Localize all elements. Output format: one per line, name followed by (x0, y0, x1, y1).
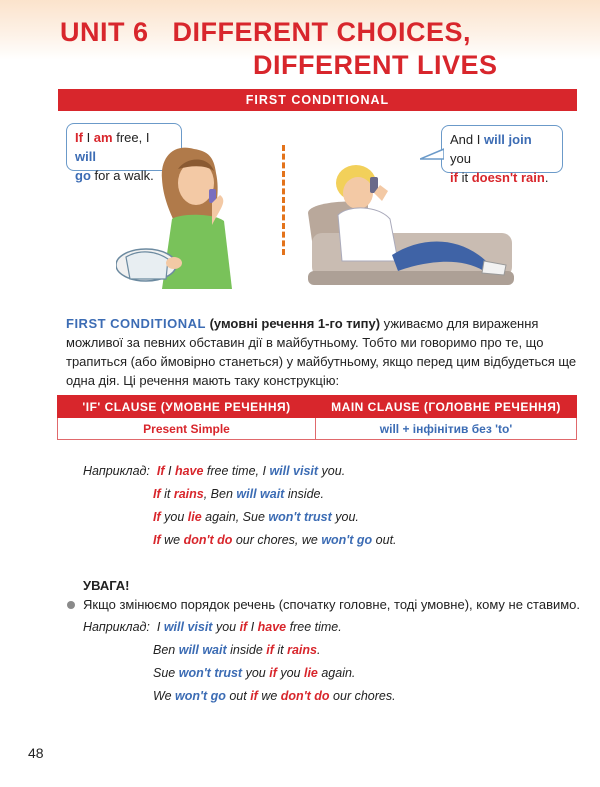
example-label: Наприклад: (83, 464, 150, 478)
bubble-word: And I (450, 132, 484, 147)
bubble-word: will join (483, 132, 532, 147)
intro-text: уживаємо для вираження можливої за певних обставин дії в майбутньому. Тобто ми говоримо про те, що трапиться (або ймовірно станеться) у майбутньому, якщо перед цим відбудеться ще одна дія. Ці речення мають таку конструкцію: (66, 316, 577, 388)
bubble-word: I (82, 130, 94, 145)
example-line (153, 510, 359, 524)
page-number: 48 (28, 745, 44, 761)
ex-part: our chores, we (232, 533, 322, 547)
ex-part: If (153, 487, 161, 501)
scene-divider (282, 145, 285, 255)
ex-part: If (153, 533, 161, 547)
example-line (153, 689, 396, 703)
warning-title: УВАГА! (83, 578, 130, 593)
unit-title-line1: DIFFERENT CHOICES, (172, 17, 472, 47)
ex-part: inside (226, 643, 267, 657)
table-row (58, 418, 577, 440)
intro-paragraph (66, 314, 578, 390)
ex-part: you. (331, 510, 359, 524)
ex-part: you (276, 666, 304, 680)
ex-part: , Ben (203, 487, 237, 501)
ex-part: have (174, 464, 204, 478)
bubble-word: If (75, 130, 83, 145)
bubble-word: will (75, 149, 96, 164)
ex-part: our chores. (329, 689, 396, 703)
ex-part: Ben (153, 643, 179, 657)
ex-part: will visit (269, 464, 319, 478)
example-line (153, 487, 324, 501)
ex-part: we (257, 689, 281, 703)
ex-part: don't do (280, 689, 330, 703)
ex-part: it (273, 643, 288, 657)
bubble-word: it (457, 170, 472, 185)
ex-part: rains (287, 643, 317, 657)
ex-part: free time, I (203, 464, 270, 478)
ex-part: won't trust (178, 666, 243, 680)
unit-title (60, 16, 498, 82)
ex-part: I (164, 464, 175, 478)
bubble-word: go (75, 168, 91, 183)
ex-part: lie (303, 666, 318, 680)
bullet-icon (67, 601, 75, 609)
ex-part: if (239, 620, 248, 634)
ex-part: again. (317, 666, 356, 680)
example-line (83, 464, 345, 478)
ex-part: if (266, 643, 274, 657)
ex-part: you (212, 620, 240, 634)
example-line (83, 620, 342, 634)
ex-part: will wait (178, 643, 227, 657)
bubble-word: for a walk. (90, 168, 154, 183)
example-line (153, 666, 355, 680)
ex-part: we (160, 533, 184, 547)
table-header-if-clause: 'IF' CLAUSE (УМОВНЕ РЕЧЕННЯ) (58, 396, 316, 418)
ex-part: it (160, 487, 174, 501)
ex-part: I (247, 620, 258, 634)
ex-part: If (153, 510, 161, 524)
ex-part: Sue (153, 666, 179, 680)
ex-part: If (156, 464, 165, 478)
ex-part: you (242, 666, 270, 680)
ex-part: lie (187, 510, 202, 524)
bubble-word: if (450, 170, 458, 185)
ex-part: if (269, 666, 277, 680)
ex-part: if (250, 689, 258, 703)
unit-title-line2: DIFFERENT LIVES (253, 50, 498, 80)
ex-part: won't trust (268, 510, 332, 524)
table-cell-main-clause: will + інфінітив без 'to' (316, 418, 577, 440)
ex-part: don't do (183, 533, 233, 547)
ex-part: free time. (286, 620, 342, 634)
example-label: Наприклад: (83, 620, 150, 634)
ex-part: . (317, 643, 321, 657)
ex-part: won't go (321, 533, 373, 547)
ex-part: you. (318, 464, 346, 478)
ex-part: again, Sue (201, 510, 269, 524)
ex-part: rains (173, 487, 204, 501)
boy-on-phone-illustration (308, 143, 518, 293)
construction-table (57, 395, 577, 440)
bubble-word: you (450, 151, 471, 166)
intro-keyword-ua: (умовні речення 1-го типу) (209, 316, 381, 331)
table-header-row (58, 396, 577, 418)
ex-part: inside. (284, 487, 324, 501)
unit-number: UNIT 6 (60, 17, 149, 47)
ex-part: We (153, 689, 175, 703)
ex-part: out. (372, 533, 397, 547)
ex-part: out (225, 689, 251, 703)
bubble-word: free, I (112, 130, 150, 145)
intro-keyword: FIRST CONDITIONAL (66, 316, 206, 331)
illustration (58, 115, 577, 300)
ex-part: you (160, 510, 188, 524)
bubble-word: doesn't rain (471, 170, 545, 185)
section-banner: FIRST CONDITIONAL (58, 89, 577, 111)
bubble-word: am (93, 130, 113, 145)
ex-part: won't go (175, 689, 226, 703)
example-line (153, 533, 397, 547)
table-cell-if-clause: Present Simple (58, 418, 316, 440)
girl-on-phone-illustration (116, 139, 246, 299)
warning-text: Якщо змінюємо порядок речень (спочатку головне, тоді умовне), кому не ставимо. (83, 597, 581, 612)
table-header-main-clause: MAIN CLAUSE (ГОЛОВНЕ РЕЧЕННЯ) (316, 396, 577, 418)
ex-part: will wait (236, 487, 285, 501)
bubble-word: . (544, 170, 549, 185)
ex-part: have (257, 620, 287, 634)
ex-part: will visit (163, 620, 213, 634)
example-line (153, 643, 320, 657)
ex-part: I (156, 620, 164, 634)
